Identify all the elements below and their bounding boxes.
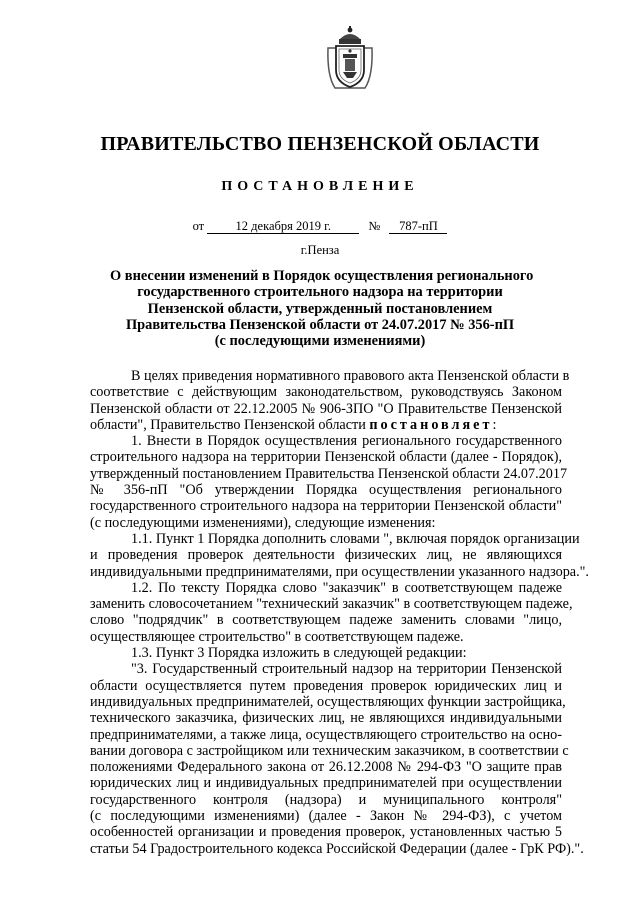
body-line: 1.3. Пункт 3 Порядка изложить в следующей редакции:: [131, 645, 467, 662]
resolves-colon: :: [492, 416, 497, 433]
body-line: "3. Государственный строительный надзор на территории Пензенской: [131, 661, 562, 678]
title-line: государственного строительного надзора на территории: [137, 284, 503, 301]
body-line: (с последующими изменениями) (далее - Закон № 294-ФЗ), с учетом: [90, 808, 562, 825]
body-line: заменить словосочетанием "технический заказчик" в соответствующем падеже,: [90, 596, 573, 613]
body-line: утвержденный постановлением Правительства Пензенской области 24.07.2017: [90, 465, 568, 482]
body-line: строительного надзора на территории Пензенской области (далее - Порядок),: [90, 449, 562, 466]
body-line: особенностей организации и проведения проверок, установленных частью 5: [90, 824, 562, 841]
title-line: О внесении изменений в Порядок осуществления регионального: [110, 268, 534, 284]
document-body: [90, 368, 589, 857]
body-line: осуществляющее строительство" в соответствующем падеже.: [90, 628, 464, 645]
body-line: статьи 54 Градостроительного кодекса Российской Федерации (далее - ГрК РФ).".: [90, 840, 584, 857]
number-prefix: №: [368, 219, 381, 233]
body-line: технического заказчика, физических лиц, не являющихся индивидуальными: [90, 710, 562, 727]
document-title: [110, 268, 534, 350]
document-date: 12 декабря 2019 г.: [207, 219, 359, 234]
organization-name: ПРАВИТЕЛЬСТВО ПЕНЗЕНСКОЙ ОБЛАСТИ: [100, 133, 540, 155]
date-number-line: [0, 219, 640, 234]
body-line: 1.1. Пункт 1 Порядка дополнить словами ", включая порядок организации: [131, 530, 580, 547]
body-line: В целях приведения нормативного правового акта Пензенской области в: [131, 368, 570, 384]
body-line: № 356-пП "Об утверждении Порядка осуществления регионального: [90, 482, 562, 499]
body-line: положениями Федерального закона от 26.12.2008 № 294-ФЗ "О защите прав: [90, 759, 562, 776]
body-line: Пензенской области от 22.12.2005 № 906-ЗПО "О Правительстве Пензенской: [90, 400, 562, 417]
body-line: соответствие с действующим законодательством, руководствуясь Законом: [90, 384, 562, 401]
body-line: и проведения проверок деятельности физических лиц, не являющихся: [90, 547, 562, 564]
body-line: предпринимателями, а также лица, осуществляющего строительство на осно-: [90, 726, 562, 743]
body-line: индивидуальных предпринимателей, осуществляющих функции застройщика,: [90, 693, 566, 710]
body-line: 1.2. По тексту Порядка слово "заказчик" в соответствующем падеже: [131, 579, 562, 596]
body-line: вании договора с застройщиком или техническим заказчиком, в соответствии с: [90, 742, 569, 759]
document-number: 787-пП: [389, 219, 447, 234]
body-line: государственного строительного надзора на территории Пензенской области": [90, 498, 562, 515]
body-line: 1. Внести в Порядок осуществления регионального государственного: [131, 433, 562, 450]
document-type: ПОСТАНОВЛЕНИЕ: [221, 179, 419, 194]
body-line-text: области", Правительство Пензенской области: [90, 416, 366, 433]
city: г.Пенза: [300, 243, 340, 257]
title-line: (с последующими изменениями): [214, 333, 426, 350]
body-line: области осуществляется путем проведения проверок юридических лиц и: [90, 677, 562, 694]
body-line-resolves: [90, 417, 562, 433]
body-line: индивидуальными предпринимателями, при осуществлении указанного надзора.".: [90, 563, 589, 580]
title-line: Пензенской области, утвержденный постановлением: [147, 300, 493, 317]
body-line: (с последующими изменениями), следующие изменения:: [90, 514, 436, 531]
resolves-word: постановляет: [369, 416, 493, 433]
body-line: юридических лиц и индивидуальных предпринимателей при осуществлении: [90, 775, 562, 792]
body-line: слово "подрядчик" в соответствующем падеже заменить словами "лицо,: [90, 612, 562, 629]
title-line: Правительства Пензенской области от 24.07.2017 № 356-пП: [125, 316, 515, 333]
coat-of-arms-icon: [325, 26, 375, 92]
date-prefix: от: [192, 219, 205, 233]
body-line: государственного контроля (надзора) и муниципального контроля": [90, 791, 562, 808]
